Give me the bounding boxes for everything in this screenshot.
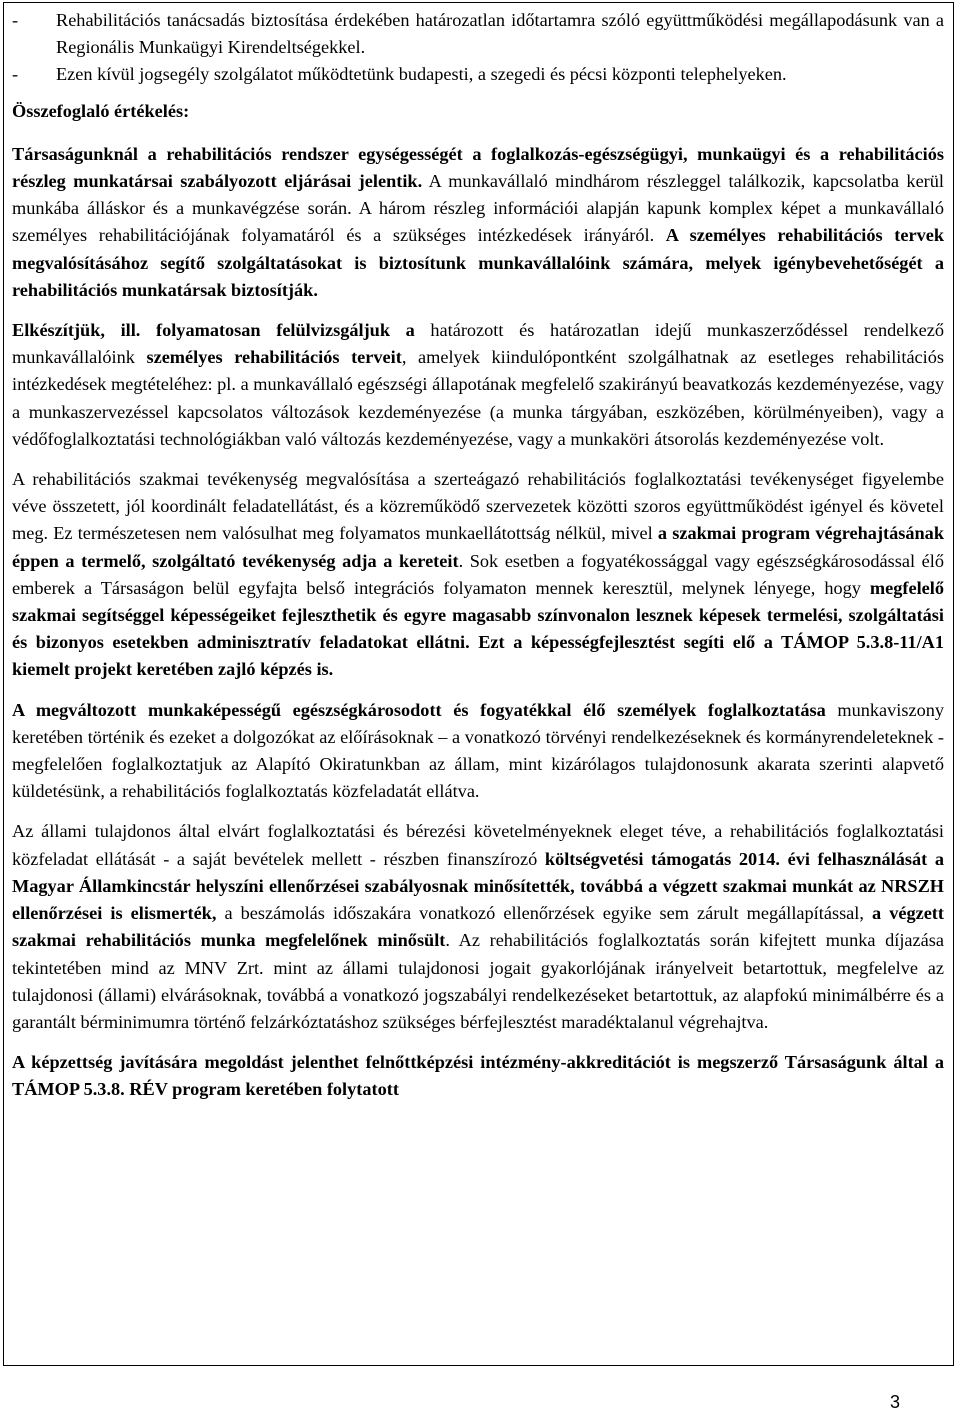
bullet-text: Rehabilitációs tanácsadás biztosítása érdekében határozatlan időtartamra szóló együttműködési megállapodásunk van a Regionális Munkaügyi Kirendeltségekkel. (56, 10, 944, 58)
paragraph-training (12, 1049, 944, 1103)
bold-text: a szakmai program végrehajtásának éppen a termelő, szolgáltató tevékenység adja a kereteit (12, 523, 944, 571)
text-run: . Sok esetben a fogyatékossággal vagy egészségkárosodással élő emberek a Társaságon belül egyfajta belső integrációs folyamaton mennek keresztül, melynek lényege, hogy (12, 550, 945, 598)
section-heading: Összefoglaló értékelés: (12, 100, 190, 121)
paragraph-state-owner (12, 818, 944, 1036)
text-run: Az állami tulajdonos által elvárt foglalkoztatási és bérezési követelményeknek eleget téve, a rehabilitációs foglalkoztatási közfeladat ellátását - a saját bevételek mellett - részben finanszírozó (12, 821, 944, 869)
bullet-dash: - (12, 64, 19, 85)
text-run: . Az rehabilitációs foglalkoztatás során kifejtett munka díjazása tekintetében mind az MNV Zrt. mint az állami tulajdonosi jogait gyakorlójának irányelveit betartottuk, megfelelve az tulajdonosi (állami) elvárásoknak, továbbá a vonatkozó jogszabályi rendelkezéseket betartottuk, az alapfokú minimálbérre és a garantált bérminimumra történő felzárkóztatáshoz szükséges bérfejlesztést maradéktalanul végrehajtva. (12, 930, 944, 1032)
document-body (4, 3, 953, 1104)
bold-text: megfelelő szakmai segítséggel képességeiket fejleszthetik és egyre magasabb színvonalon lesznek képesek termelési, szolgáltatási és bizonyos esetekben adminisztratív feladatokat ellátni. Ezt a képességfejlesztést segíti elő a TÁMOP 5.3.8-11/A1 kiemelt projekt keretében zajló képzés is. (12, 577, 944, 680)
paragraph-plans (12, 317, 944, 453)
bold-text: Elkészítjük, ill. folyamatosan felülvizsgáljuk a (12, 320, 415, 341)
paragraph-employment (12, 697, 944, 806)
text-run: A rehabilitációs szakmai tevékenység megvalósítása a szerteágazó rehabilitációs foglalkoztatási tevékenységet figyelembe véve összetett, jól koordinált feladatellátást, és a közreműködő szervezetek közötti szoros együttműködést igényel és követel meg. Ez természetesen nem valósulhat meg folyamatos munkaellátottság nélkül, mivel (12, 469, 944, 544)
bold-text: a végzett szakmai rehabilitációs munka megfelelőnek minősült (12, 903, 944, 951)
list-item (12, 7, 944, 61)
text-run: munkaviszony keretében történik és ezeket a dolgozókat az előírásoknak – a vonatkozó törvényi rendelkezéseknek és kormányrendeleteknek - megfelelően foglalkoztatjuk az Alapító Okiratunkban az állam, mint kizárólagos tulajdonosunk akarata szerinti alapvető küldetésünk, a rehabilitációs foglalkoztatás közfeladatát ellátva. (12, 699, 944, 802)
list-item (12, 61, 944, 88)
bold-text: Társaságunknál a rehabilitációs rendszer egységességét a foglalkozás-egészségügyi, munkaügyi és a rehabilitációs részleg munkatársai szabályozott eljárásai jelentik. (12, 143, 944, 192)
bullet-text: Ezen kívül jogsegély szolgálatot működtetünk budapesti, a szegedi és pécsi központi telephelyeken. (56, 64, 787, 85)
page-frame (3, 2, 954, 1366)
text-run: A munkavállaló mindhárom részleggel találkozik, kapcsolatba kerül munkába álláskor és a munkavégzése során. A három részleg információi alapján kapunk komplex képet a munkavállaló személyes rehabilitációjának folyamatáról és a szükséges intézkedések irányáról. (12, 171, 944, 246)
bold-text: személyes rehabilitációs terveit (146, 347, 402, 368)
bold-text: A megváltozott munkaképességű egészségkárosodott és fogyatékkal élő személyek foglalkoztatása (12, 699, 826, 720)
bullet-dash: - (12, 10, 19, 30)
text-run: , amelyek kiindulópontként szolgálhatnak az esetleges rehabilitációs intézkedések megtételéhez: pl. a munkavállaló egészségi állapotának megfelelő szakirányú beavatkozás kezdeményezése, vagy a munkaszervezéssel kapcsolatos változások kezdeményezése (a munka tárgyában, eszközében, körülményeiben), vagy a védőfoglalkoztatási technológiákban való változás kezdeményezése, vagy a munkaköri átsorolás kezdeményezése volt. (12, 347, 945, 449)
page-number: 3 (890, 1392, 901, 1412)
bold-text: A személyes rehabilitációs tervek megvalósításához segítő szolgáltatásokat is biztosítunk munkavállalóink számára, melyek igénybevehetőségét a rehabilitációs munkatársak biztosítják. (12, 225, 944, 300)
paragraph-summary (12, 141, 944, 304)
bullet-list (12, 7, 944, 89)
text-run: határozott és határozatlan idejű munkaszerződéssel rendelkező munkavállalóink (12, 320, 944, 368)
text-run: a beszámolás időszakára vonatkozó ellenőrzések egyike sem zárult megállapítással, (216, 903, 872, 924)
bold-text: A képzettség javítására megoldást jelenthet felnőttképzési intézmény-akkreditációt is megszerző Társaságunk által a TÁMOP 5.3.8. RÉV program keretében folytatott (12, 1052, 944, 1100)
paragraph-professional-activity (12, 466, 944, 684)
bold-text: költségvetési támogatás 2014. évi felhasználását a Magyar Államkincstár helyszíni ellenőrzései szabályosnak minősítették, továbbá a végzett szakmai munkát az NRSZH ellenőrzései is elismerték, (12, 848, 944, 924)
